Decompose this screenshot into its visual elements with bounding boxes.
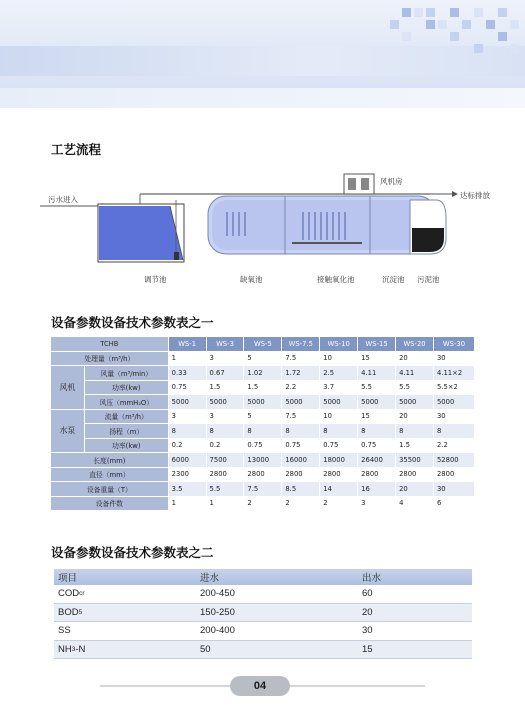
table-cell: 16 [358,482,396,497]
table-row [51,366,475,381]
table-cell: 1.72 [282,366,320,381]
row-label: 设备重量（T） [51,482,169,497]
section-title-table1: 设备参数设备技术参数表之一 [51,315,214,330]
table-cell: 3 [206,351,244,366]
item-subscript: 3 [71,645,76,653]
table-cell: 5000 [282,395,320,410]
blower-icon [348,178,356,190]
table-header-row [54,569,472,585]
tank-label: 调节池 [144,275,167,284]
table-cell: 2 [244,496,282,511]
banner-band [0,46,525,76]
table-cell: 7.5 [244,482,282,497]
table-header-cell: WS-30 [433,337,474,352]
table-header-cell: WS-15 [358,337,396,352]
table-header-cell: WS-10 [320,337,358,352]
table-cell: 18000 [320,453,358,468]
table-cell: 2.2 [282,380,320,395]
table-cell: 5000 [358,395,396,410]
table-cell: 30 [433,482,474,497]
item-name: COD [58,588,80,600]
table-cell: 5 [244,409,282,424]
decor-square [426,20,435,29]
table-cell: 26400 [358,453,396,468]
decor-square [486,20,495,29]
table-cell: 2800 [358,467,396,482]
table-cell: 8 [168,424,206,439]
row-group-label: 风机 [51,366,85,410]
table-cell: 8 [320,424,358,439]
table-cell: 4.11 [358,366,396,381]
table-row [51,409,475,424]
table-cell: 3 [168,409,206,424]
header-banner [0,0,525,108]
item-cell [58,604,194,622]
item-name-tail: -N [75,643,86,655]
row-label: 流量（m³/h） [84,409,168,424]
row-label: 直径（mm） [51,467,169,482]
table-row [51,467,475,482]
table-cell: 14 [320,482,358,497]
table-cell: 8 [206,424,244,439]
decor-square [438,20,447,29]
table-cell: 2 [282,496,320,511]
process-diagram-svg [40,160,500,290]
item-cell [58,585,194,603]
table-cell: 1.5 [396,438,434,453]
row-label: 功率(kw) [84,380,168,395]
table-cell: 4.11×2 [433,366,474,381]
table-cell: 5.5 [396,380,434,395]
table-cell: 3 [206,409,244,424]
table-cell: 13000 [244,453,282,468]
table-cell: 5000 [168,395,206,410]
table-cell: 5.5×2 [433,380,474,395]
table-cell: 1.02 [244,366,282,381]
table-cell: 30 [433,409,474,424]
item-subscript: 5 [78,608,83,616]
row-label: 功率(kw) [84,438,168,453]
table-header-cell: WS-20 [396,337,434,352]
table-cell: 3.7 [320,380,358,395]
table-cell: 0.67 [206,366,244,381]
table-cell: 4.11 [396,366,434,381]
sludge-fill [412,228,444,252]
table-cell: 1 [168,351,206,366]
table-cell: 5000 [206,395,244,410]
table-cell: 20 [396,351,434,366]
item-subscript: cr [79,590,85,598]
row-label: 扬程（m） [84,424,168,439]
table-cell: 5000 [320,395,358,410]
tank-label: 缺氧池 [240,275,263,284]
table-cell: 0.2 [206,438,244,453]
table-cell: 0.75 [244,438,282,453]
table-cell: 2800 [396,467,434,482]
table-row [51,424,475,439]
decor-square [414,8,423,17]
parameter-table-1 [50,336,475,511]
pump-icon [174,252,179,260]
table-cell: 8 [244,424,282,439]
table-cell: 0.75 [358,438,396,453]
inflow-cell: 50 [200,643,211,655]
row-label: 风压（mmH₂O） [84,395,168,410]
decor-square [402,8,411,17]
decor-square [390,20,399,29]
section-title-process: 工艺流程 [51,142,102,157]
regulating-tank-water [99,206,183,260]
table-cell: 2.5 [320,366,358,381]
table-row [54,622,472,641]
inflow-cell: 200-450 [200,588,235,600]
table-cell: 5.5 [206,482,244,497]
table-header-cell: WS-3 [206,337,244,352]
table-cell: 5.5 [358,380,396,395]
table-cell: 2.2 [433,438,474,453]
tank-label: 污泥池 [417,275,440,284]
outflow-cell: 30 [362,625,373,637]
table-header-cell: 项目 [58,573,78,584]
table-cell: 0.33 [168,366,206,381]
table-cell: 8 [396,424,434,439]
table-cell: 2800 [320,467,358,482]
table-cell: 5 [244,351,282,366]
tank-label: 沉淀池 [382,275,405,284]
item-name: NH [58,643,72,655]
table-cell: 52800 [433,453,474,468]
table-cell: 2300 [168,467,206,482]
row-label: 处理量（m³/h） [51,351,169,366]
table-row [51,395,475,410]
table-cell: 30 [433,351,474,366]
table-cell: 16000 [282,453,320,468]
outflow-cell: 20 [362,606,373,618]
decor-square [498,32,507,41]
row-label: 设备件数 [51,496,169,511]
table-cell: 3.5 [168,482,206,497]
table-cell: 2 [320,496,358,511]
table-row [51,380,475,395]
decor-square [426,8,435,17]
banner-band-lower [0,88,525,108]
row-group-label: 水泵 [51,409,85,453]
table-cell: 10 [320,409,358,424]
inflow-cell: 150-250 [200,606,235,618]
table-cell: 2800 [206,467,244,482]
table-cell: 0.75 [282,438,320,453]
table-header-cell: WS-5 [244,337,282,352]
table-cell: 1 [206,496,244,511]
table-cell: 8 [358,424,396,439]
decor-square [450,8,459,17]
table-header-cell: TCHB [51,337,169,352]
table-cell: 2800 [433,467,474,482]
decor-square [510,44,519,53]
decor-square [498,8,507,17]
parameter-table-2 [54,569,472,659]
item-cell [58,622,194,640]
table-cell: 2800 [244,467,282,482]
table-cell: 7.5 [282,351,320,366]
item-name: SS [58,625,71,637]
table-row [51,496,475,511]
tank-label: 接触氧化池 [317,275,355,284]
table-row [54,585,472,604]
decor-square [402,32,411,41]
section-title-table2: 设备参数设备技术参数表之二 [51,545,214,560]
item-name: BOD [58,606,79,618]
decor-square [462,20,471,29]
table-cell: 35500 [396,453,434,468]
table-cell: 8 [433,424,474,439]
table-cell: 0.75 [168,380,206,395]
table-cell: 1.5 [244,380,282,395]
blower-label: 风机房 [380,177,403,186]
outlet-arrow-icon [452,191,458,197]
page-number: 04 [230,676,290,696]
table-cell: 7.5 [282,409,320,424]
row-label: 风量（m³/min） [84,366,168,381]
table-cell: 8.5 [282,482,320,497]
table-cell: 20 [396,409,434,424]
table-header-cell: 进水 [200,573,220,584]
table-cell: 1.5 [206,380,244,395]
table-row [51,438,475,453]
table-cell: 5000 [244,395,282,410]
table-cell: 5000 [396,395,434,410]
inlet-label: 污水进入 [48,195,78,204]
table-header-cell: 出水 [362,573,382,584]
decor-square [450,32,459,41]
table-row [51,351,475,366]
outlet-label: 达标排放 [460,191,490,200]
row-label: 长度(mm) [51,453,169,468]
table-cell: 15 [358,409,396,424]
table-cell: 15 [358,351,396,366]
table-cell: 6000 [168,453,206,468]
table-cell: 6 [433,496,474,511]
table-cell: 2800 [282,467,320,482]
item-cell [58,641,194,659]
table-cell: 7500 [206,453,244,468]
outflow-cell: 15 [362,643,373,655]
table-cell: 8 [282,424,320,439]
inflow-cell: 200-400 [200,625,235,637]
aerator-row [292,242,362,244]
table-cell: 5000 [433,395,474,410]
table-row [54,641,472,660]
table-header-cell: WS-1 [168,337,206,352]
decor-square [474,44,483,53]
decor-square [474,8,483,17]
table-cell: 0.2 [168,438,206,453]
decor-square [510,20,519,29]
blower-icon [361,178,369,190]
table-cell: 10 [320,351,358,366]
table-cell: 3 [358,496,396,511]
outflow-cell: 60 [362,588,373,600]
table-cell: 20 [396,482,434,497]
table-cell: 4 [396,496,434,511]
table-cell: 1 [168,496,206,511]
table-row [51,482,475,497]
table-row [51,453,475,468]
process-diagram [40,160,500,290]
table-cell: 0.75 [320,438,358,453]
table-header-cell: WS-7.5 [282,337,320,352]
table-header-row [51,337,475,352]
table-row [54,604,472,623]
